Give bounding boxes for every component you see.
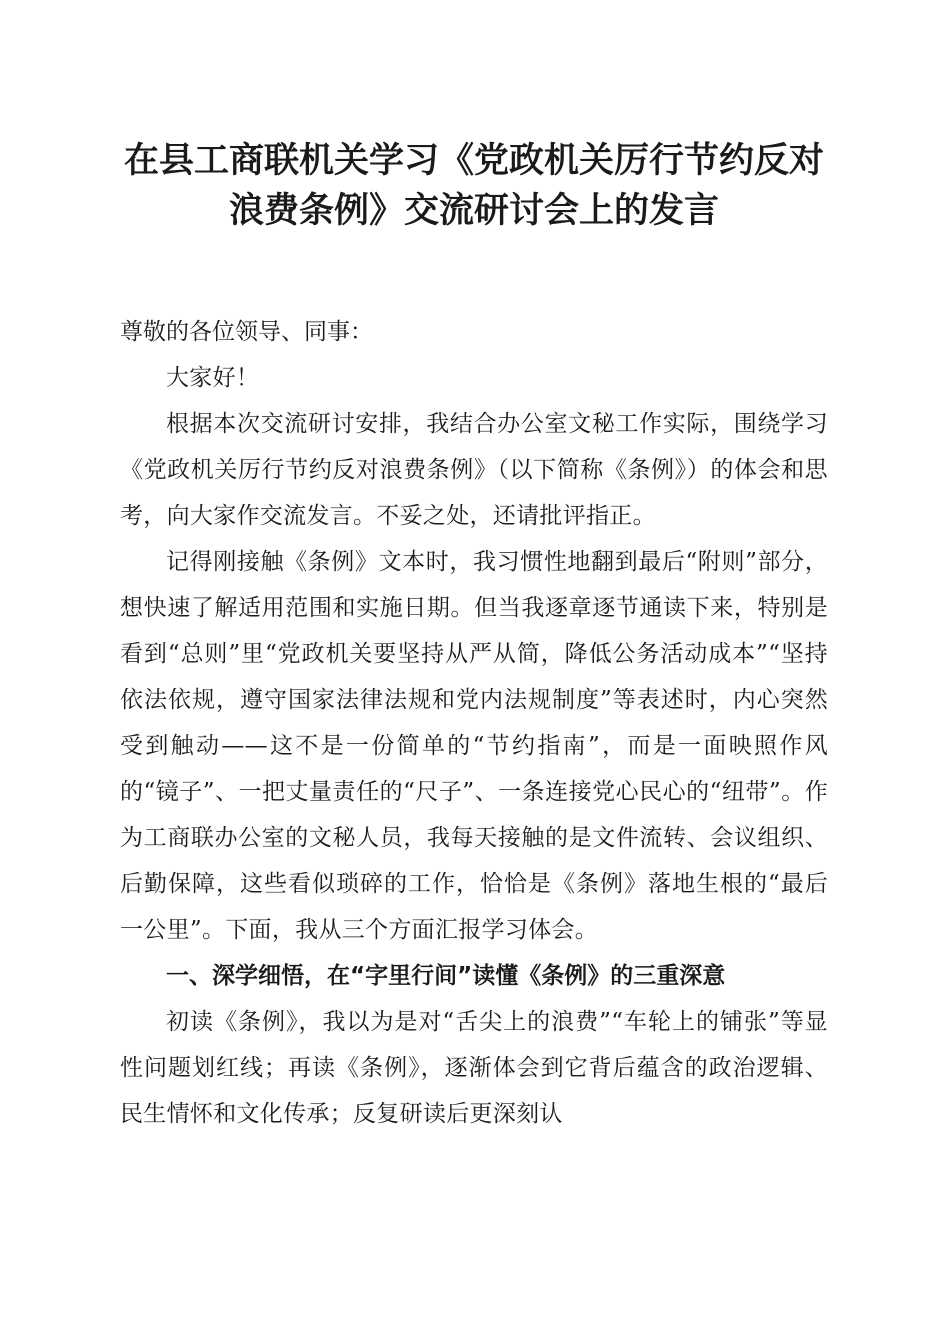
document-body — [120, 309, 828, 1137]
paragraph-reflection: 记得刚接触《条例》文本时，我习惯性地翻到最后“附则”部分，想快速了解适用范围和实施日期。但当我逐章逐节通读下来，特别是看到“总则”里“党政机关要坚持从严从简，降低公务活动成本”“坚持依法依规，遵守国家法律法规和党内法规制度”等表述时，内心突然受到触动——这不是一份简单的“节约指南”，而是一面映照作风的“镜子”、一把丈量责任的“尺子”、一条连接党心民心的“纽带”。作为工商联办公室的文秘人员，我每天接触的是文件流转、会议组织、后勤保障，这些看似琐碎的工作，恰恰是《条例》落地生根的“最后一公里”。下面，我从三个方面汇报学习体会。 — [120, 549, 828, 943]
title-line-1: 在县工商联机关学习《党政机关厉行节约反对 — [123, 140, 824, 181]
section-heading-1: 一、深学细悟，在“字里行间”读懂《条例》的三重深意 — [166, 963, 726, 989]
salutation: 尊敬的各位领导、同事： — [120, 319, 373, 345]
document-page — [120, 136, 828, 1137]
paragraph-intro: 根据本次交流研讨安排，我结合办公室文秘工作实际，围绕学习《党政机关厉行节约反对浪费条例》（以下简称《条例》）的体会和思考，向大家作交流发言。不妥之处，还请批评指正。 — [120, 411, 828, 529]
document-title — [120, 136, 828, 236]
title-line-2: 浪费条例》交流研讨会上的发言 — [228, 190, 719, 231]
paragraph-section-1: 初读《条例》，我以为是对“舌尖上的浪费”“车轮上的铺张”等显性问题划红线；再读《条例》，逐渐体会到它背后蕴含的政治逻辑、民生情怀和文化传承；反复研读后更深刻认 — [120, 1009, 828, 1127]
greeting: 大家好！ — [166, 365, 260, 391]
